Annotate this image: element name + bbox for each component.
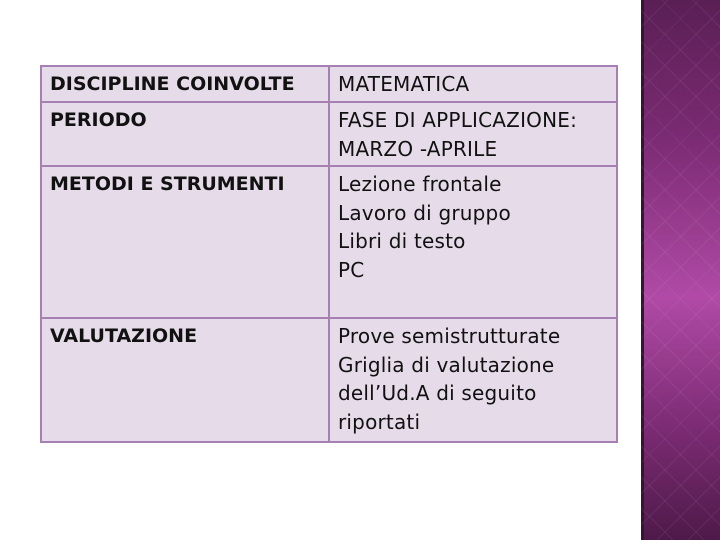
- decorative-side-band: [641, 0, 720, 540]
- table-row-period: [41, 102, 617, 166]
- value-evaluation: Prove semistrutturate Griglia di valutazione dell’Ud.A di seguito riportati: [329, 318, 617, 442]
- side-band-pattern: [641, 0, 720, 540]
- table-row-disciplines: [41, 66, 617, 102]
- label-disciplines: DISCIPLINE COINVOLTE: [41, 66, 329, 102]
- label-period: PERIODO: [41, 102, 329, 166]
- value-period: FASE DI APPLICAZIONE: MARZO -APRILE: [329, 102, 617, 166]
- value-methods: Lezione frontale Lavoro di gruppo Libri di testo PC: [329, 166, 617, 318]
- table-row-evaluation: [41, 318, 617, 442]
- value-disciplines: MATEMATICA: [329, 66, 617, 102]
- label-evaluation: VALUTAZIONE: [41, 318, 329, 442]
- table-row-methods: [41, 166, 617, 318]
- project-info-table: [40, 65, 618, 443]
- label-methods: METODI E STRUMENTI: [41, 166, 329, 318]
